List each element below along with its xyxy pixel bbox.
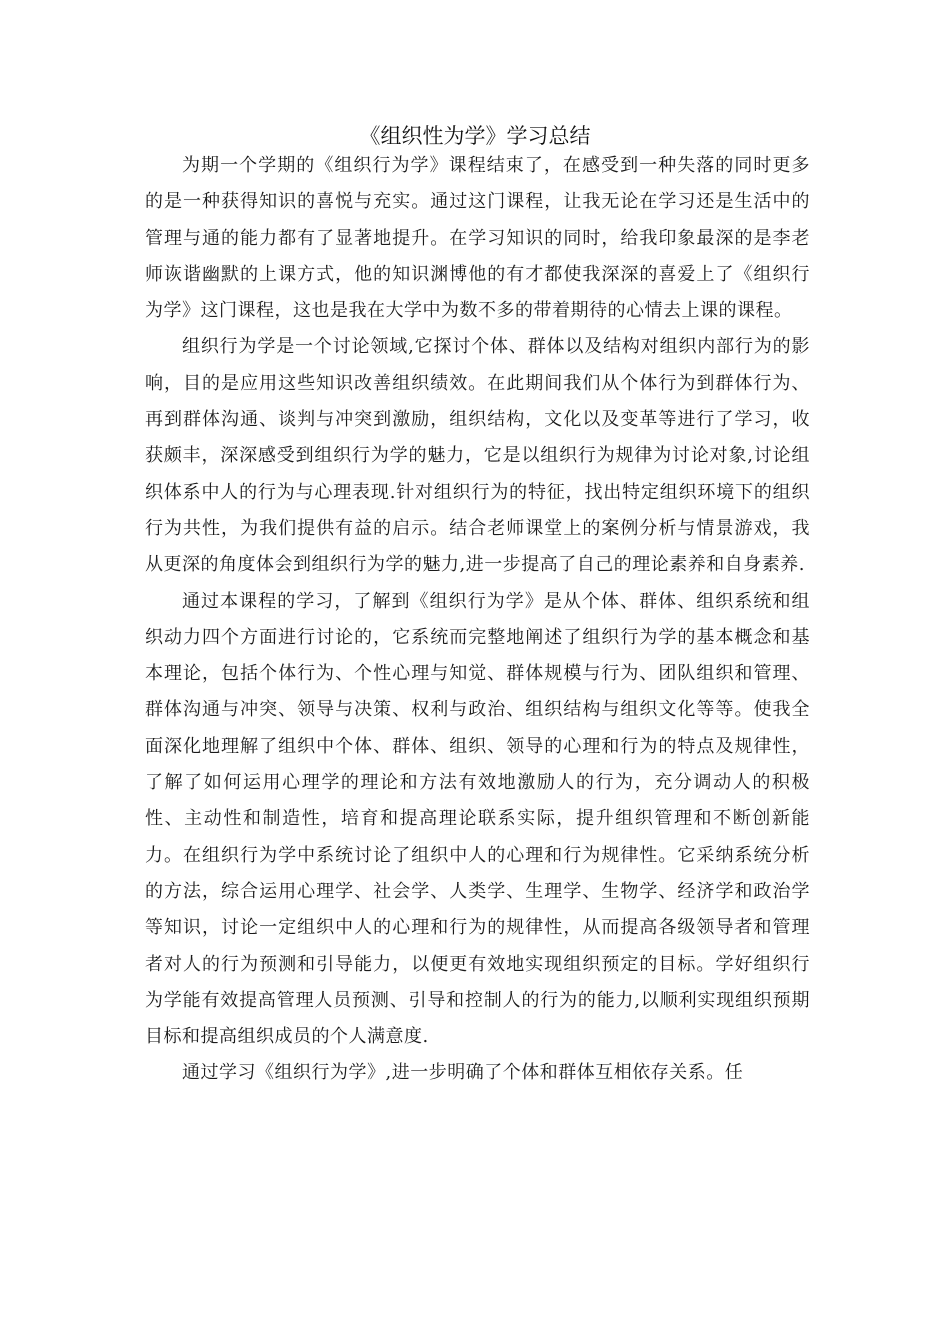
- document-body: [145, 148, 810, 1092]
- document-title: 《组织性为学》学习总结: [359, 124, 591, 148]
- paragraph: 通过本课程的学习，了解到《组织行为学》是从个体、群体、组织系统和组织动力四个方面进行讨论的，它系统而完整地阐述了组织行为学的基本概念和基本理论，包括个体行为、个性心理与知觉、群体规模与行为、团队组织和管理、群体沟通与冲突、领导与决策、权利与政治、组织结构与组织文化等等。使我全面深化地理解了组织中个体、群体、组织、领导的心理和行为的特点及规律性，了解了如何运用心理学的理论和方法有效地激励人的行为，充分调动人的积极性、主动性和制造性，培育和提高理论联系实际，提升组织管理和不断创新能力。在组织行为学中系统讨论了组织中人的心理和行为规律性。它采纳系统分析的方法，综合运用心理学、社会学、人类学、生理学、生物学、经济学和政治学等知识，讨论一定组织中人的心理和行为的规律性，从而提高各级领导者和管理者对人的行为预测和引导能力，以便更有效地实现组织预定的目标。学好组织行为学能有效提高管理人员预测、引导和控制人的行为的能力,以顺利实现组织预期目标和提高组织成员的个人满意度.: [145, 590, 810, 1048]
- paragraph: 为期一个学期的《组织行为学》课程结束了，在感受到一种失落的同时更多的是一种获得知识的喜悦与充实。通过这门课程，让我无论在学习还是生活中的管理与通的能力都有了显著地提升。在学习知识的同时，给我印象最深的是李老师诙谐幽默的上课方式，他的知识渊博他的有才都使我深深的喜爱上了《组织行为学》这门课程，这也是我在大学中为数不多的带着期待的心情去上课的课程。: [145, 155, 810, 322]
- paragraph: 通过学习《组织行为学》,进一步明确了个体和群体互相依存关系。任: [182, 1062, 744, 1084]
- paragraph: 组织行为学是一个讨论领域,它探讨个体、群体以及结构对组织内部行为的影响，目的是应用这些知识改善组织绩效。在此期间我们从个体行为到群体行为、再到群体沟通、谈判与冲突到激励，组织结构，文化以及变革等进行了学习，收获颇丰，深深感受到组织行为学的魅力，它是以组织行为规律为讨论对象,讨论组织体系中人的行为与心理表现.针对组织行为的特征，找出特定组织环境下的组织行为共性，为我们提供有益的启示。结合老师课堂上的案例分析与情景游戏，我从更深的角度体会到组织行为学的魅力,进一步提高了自己的理论素养和自身素养.: [145, 336, 810, 576]
